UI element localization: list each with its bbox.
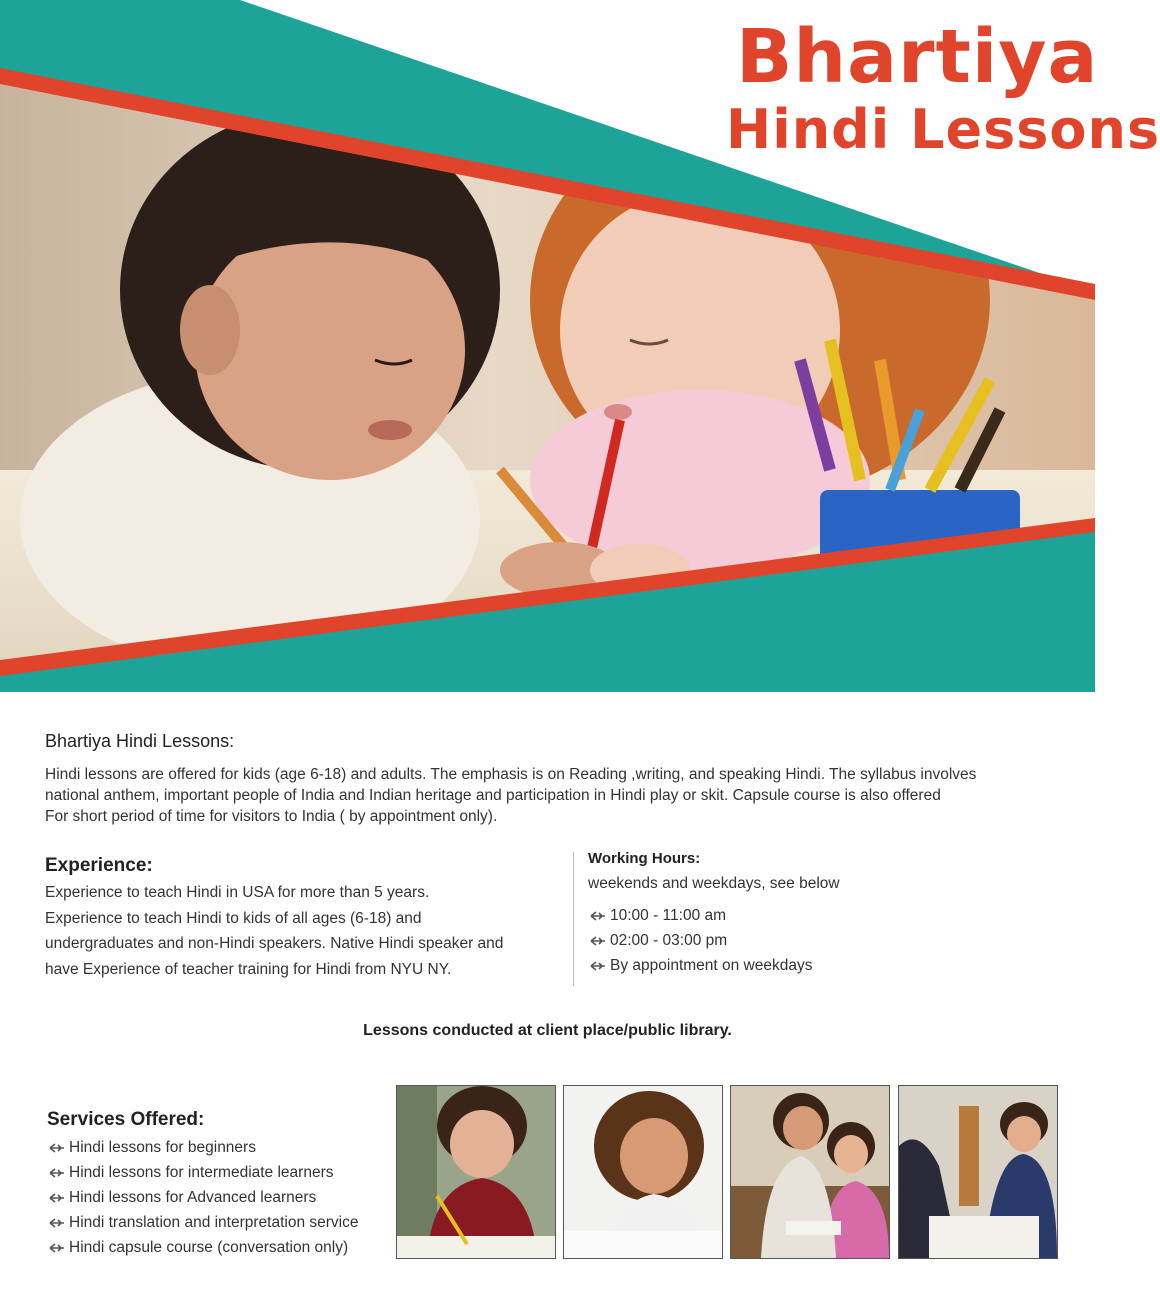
- list-item: [49, 1185, 359, 1210]
- working-hours-item: By appointment on weekdays: [610, 956, 813, 974]
- location-note: Lessons conducted at client place/public library.: [363, 1022, 732, 1039]
- mother-reading-with-daughter-photo: [730, 1085, 890, 1259]
- working-hours-list: [590, 903, 812, 978]
- brand-title-line2: Hindi Lessons: [726, 98, 1160, 161]
- arrow-bullet-icon: [49, 1167, 65, 1179]
- arrow-bullet-icon: [590, 960, 606, 972]
- intro-heading: Bhartiya Hindi Lessons:: [45, 731, 235, 751]
- tutor-helping-girl-with-homework-photo: [898, 1085, 1058, 1259]
- list-item: [49, 1235, 359, 1260]
- girl-writing-at-desk-photo: [396, 1085, 556, 1259]
- service-item: Hindi lessons for beginners: [69, 1138, 256, 1156]
- intro-line: For short period of time for visitors to India ( by appointment only).: [45, 808, 498, 825]
- experience-heading: Experience:: [45, 855, 153, 876]
- service-item: Hindi lessons for Advanced learners: [69, 1188, 317, 1206]
- experience-line: Experience to teach Hindi to kids of all ages (6-18) and: [45, 909, 422, 927]
- service-item: Hindi capsule course (conversation only): [69, 1238, 349, 1256]
- arrow-bullet-icon: [590, 935, 606, 947]
- arrow-bullet-icon: [590, 910, 606, 922]
- arrow-bullet-icon: [49, 1142, 65, 1154]
- experience-line: Experience to teach Hindi in USA for more than 5 years.: [45, 884, 430, 901]
- working-hours-heading: Working Hours:: [588, 850, 701, 867]
- experience-line: have Experience of teacher training for Hindi from NYU NY.: [45, 960, 452, 978]
- service-item: Hindi lessons for intermediate learners: [69, 1163, 334, 1181]
- services-heading: Services Offered:: [47, 1109, 205, 1130]
- section-divider: [573, 852, 574, 986]
- brand-title-line1: Bhartiya: [736, 14, 1099, 100]
- smiling-girl-writing-photo: [563, 1085, 723, 1259]
- list-item: [49, 1210, 359, 1235]
- list-item: [590, 903, 812, 928]
- service-item: Hindi translation and interpretation service: [69, 1213, 359, 1231]
- experience-paragraph: [45, 880, 555, 982]
- working-hours-item: 02:00 - 03:00 pm: [610, 931, 728, 949]
- list-item: [590, 953, 812, 978]
- intro-paragraph: [45, 764, 1055, 827]
- services-list: [49, 1135, 359, 1260]
- list-item: [49, 1135, 359, 1160]
- list-item: [49, 1160, 359, 1185]
- list-item: [590, 928, 812, 953]
- arrow-bullet-icon: [49, 1217, 65, 1229]
- working-hours-item: 10:00 - 11:00 am: [610, 906, 727, 924]
- arrow-bullet-icon: [49, 1242, 65, 1254]
- intro-line: Hindi lessons are offered for kids (age 6-18) and adults. The emphasis is on Reading ,writing, and speaking Hindi. The syllabus involves: [45, 766, 977, 783]
- intro-line: national anthem, important people of India and Indian heritage and participation in Hindi play or skit. Capsule course is also offered: [45, 787, 941, 804]
- working-hours-subtitle: weekends and weekdays, see below: [588, 875, 840, 892]
- experience-line: undergraduates and non-Hindi speakers. Native Hindi speaker and: [45, 935, 504, 952]
- arrow-bullet-icon: [49, 1192, 65, 1204]
